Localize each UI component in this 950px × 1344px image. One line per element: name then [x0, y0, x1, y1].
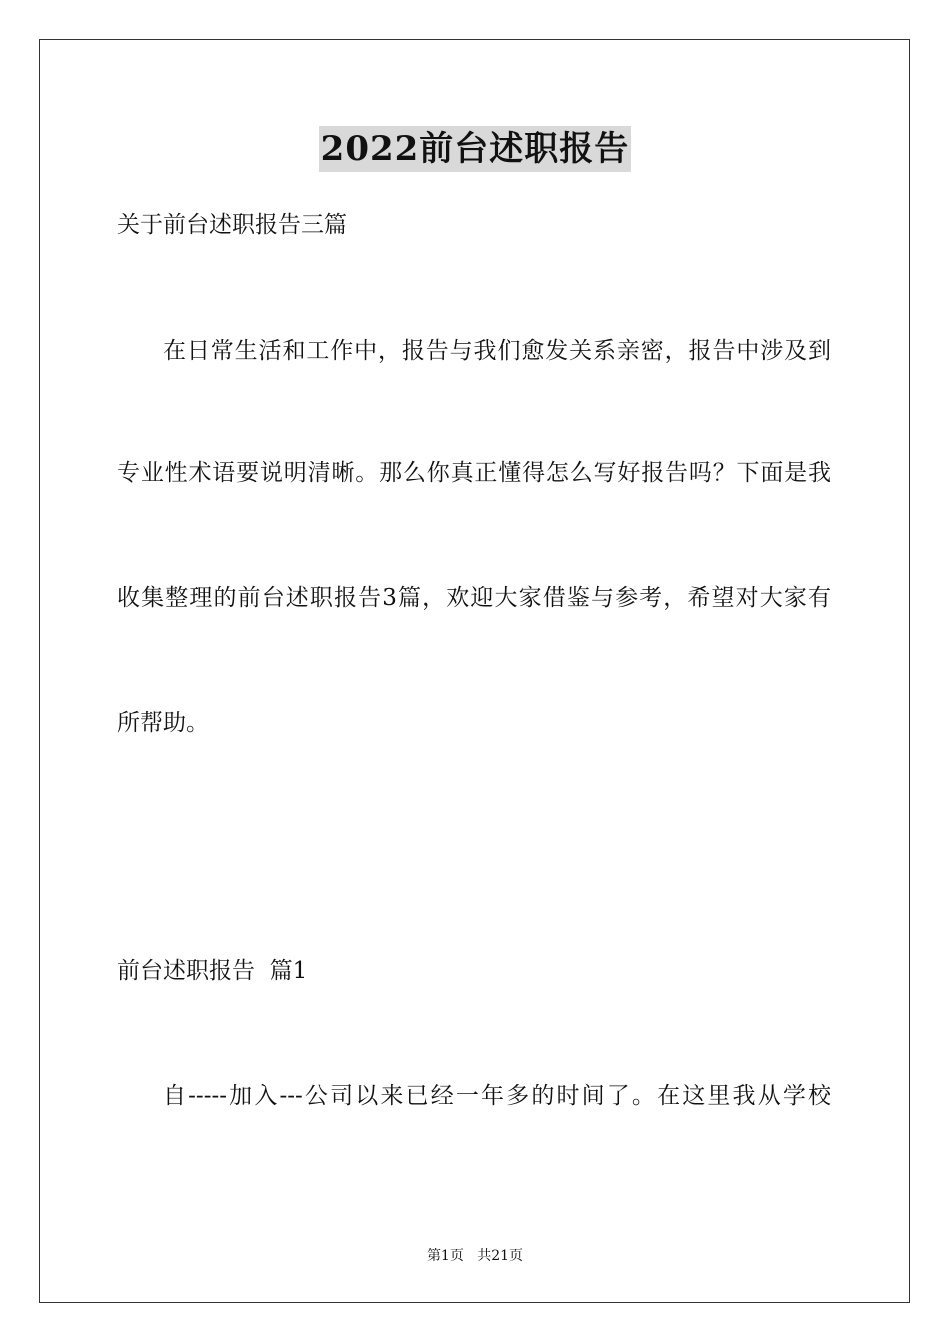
title-container — [0, 126, 950, 172]
document-subtitle: 关于前台述职报告三篇 — [117, 212, 347, 238]
document-title: 2022前台述职报告 — [319, 126, 632, 172]
page-number-total: 共21页 — [477, 1248, 524, 1264]
intro-line-3: 收集整理的前台述职报告3篇，欢迎大家借鉴与参考，希望对大家有 — [117, 585, 831, 611]
intro-line-1: 在日常生活和工作中，报告与我们愈发关系亲密，报告中涉及到 — [163, 338, 831, 364]
page-number-current: 第1页 — [426, 1248, 464, 1264]
section-heading: 前台述职报告 篇1 — [117, 958, 308, 984]
intro-line-2: 专业性术语要说明清晰。那么你真正懂得怎么写好报告吗？下面是我 — [117, 460, 831, 486]
page-footer — [0, 1246, 950, 1266]
intro-line-4: 所帮助。 — [117, 710, 209, 736]
section-body-line-1: 自-----加入---公司以来已经一年多的时间了。在这里我从学校 — [163, 1083, 831, 1109]
